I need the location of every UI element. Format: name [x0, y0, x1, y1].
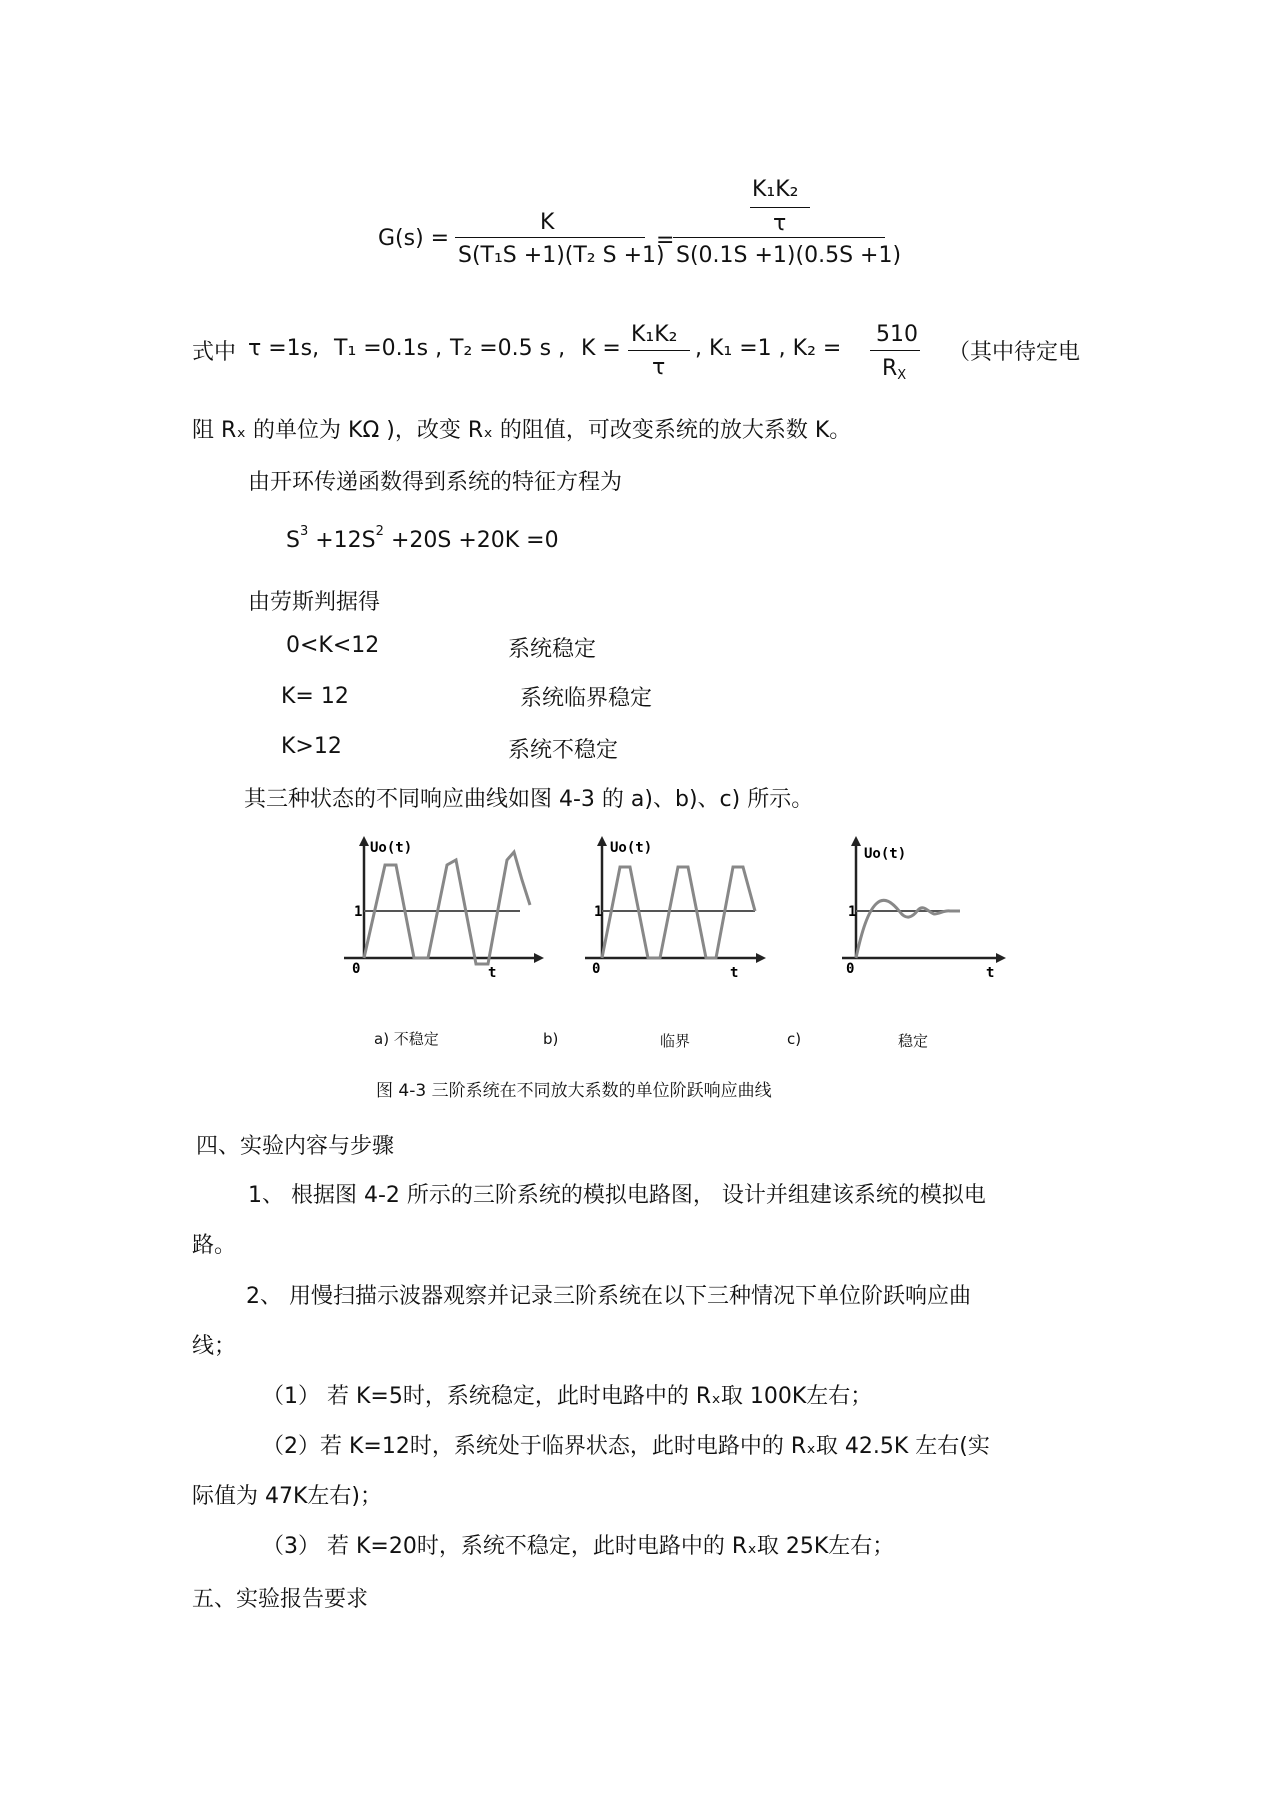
- figure-intro: 其三种状态的不同响应曲线如图 4-3 的 a)、b)、c) 所示。: [244, 787, 814, 812]
- sub-label-b: b): [543, 1030, 559, 1048]
- panel-b-ylabel: Uo(t): [610, 840, 653, 856]
- params-tau: τ =1s,: [248, 336, 320, 361]
- char-eq: $S^3 +12S^2 +20S +20K =0$: [286, 524, 559, 553]
- sub-label-c-text: 稳定: [898, 1032, 929, 1050]
- section-4-heading: 四、实验内容与步骤: [196, 1134, 395, 1159]
- panel-b-one: 1: [594, 904, 603, 920]
- panel-c-stable: [842, 836, 1006, 981]
- routh-result-2: 系统临界稳定: [520, 686, 653, 711]
- panel-a-ylabel: Uo(t): [370, 840, 413, 856]
- gs-den1: S(T₁S +1)(T₂ S +1): [458, 243, 665, 268]
- params-k-num: K₁K₂: [631, 322, 678, 347]
- params-t2: T₂ =0.5 s ,: [450, 336, 566, 361]
- routh-result-1: 系统稳定: [508, 637, 597, 662]
- panel-b-zero: 0: [592, 961, 601, 977]
- rx-line: 阻 Rₓ 的单位为 KΩ )，改变 Rₓ 的阻值，可改变系统的放大系数 K。: [192, 418, 852, 443]
- sub-label-a: a) 不稳定: [374, 1030, 439, 1048]
- step-2-line-2: 线；: [192, 1334, 237, 1359]
- case-3: （3） 若 K=20时，系统不稳定，此时电路中的 Rₓ取 25K左右；: [262, 1534, 895, 1559]
- panel-c-ylabel: Uo(t): [864, 846, 907, 862]
- panel-a-one: 1: [354, 904, 363, 920]
- routh-result-3: 系统不稳定: [508, 738, 619, 763]
- char-intro: 由开环传递函数得到系统的特征方程为: [248, 470, 623, 495]
- step-1-line-1: 1、 根据图 4-2 所示的三阶系统的模拟电路图， 设计并组建该系统的模拟电: [248, 1183, 986, 1208]
- gs-num1: K: [540, 210, 555, 235]
- sub-label-c: c): [787, 1030, 802, 1048]
- params-k1: , K₁ =1 , K₂ =: [695, 336, 842, 361]
- params-k2-num: 510: [876, 322, 918, 347]
- gs-inner-bar: [750, 207, 810, 208]
- gs-den2: S(0.1S +1)(0.5S +1): [676, 243, 902, 268]
- params-k-bar: [628, 350, 690, 351]
- gs-eq2: =: [656, 228, 675, 253]
- case-2-line-2: 际值为 47K左右)；: [192, 1484, 382, 1509]
- panel-a-zero: 0: [352, 961, 361, 977]
- params-k2-bar: [870, 350, 920, 351]
- params-t1: T₁ =0.1s ,: [334, 336, 443, 361]
- figure-caption: 图 4-3 三阶系统在不同放大系数的单位阶跃响应曲线: [376, 1081, 772, 1101]
- case-1: （1） 若 K=5时，系统稳定，此时电路中的 Rₓ取 100K左右；: [262, 1384, 873, 1409]
- params-lead: 式中: [192, 340, 237, 365]
- params-tail: （其中待定电: [948, 340, 1081, 365]
- step-2-line-1: 2、 用慢扫描示波器观察并记录三阶系统在以下三种情况下单位阶跃响应曲: [246, 1284, 971, 1309]
- params-k-eq: K =: [581, 336, 621, 361]
- gs-num2-top: K₁K₂: [752, 177, 799, 202]
- gs-frac2-bar: [673, 237, 885, 238]
- case-2-line-1: （2）若 K=12时，系统处于临界状态，此时电路中的 Rₓ取 42.5K 左右(实: [262, 1434, 990, 1459]
- gs-num2-bottom: τ: [773, 211, 787, 236]
- panel-c-t: t: [986, 965, 995, 981]
- routh-cond-3: K>12: [281, 734, 342, 759]
- panel-a-t: t: [488, 965, 497, 981]
- response-figure: [0, 830, 1275, 1090]
- panel-c-zero: 0: [846, 961, 855, 977]
- panel-c-one: 1: [848, 904, 857, 920]
- section-5-heading: 五、实验报告要求: [192, 1587, 369, 1612]
- gs-lhs: G(s) =: [378, 226, 450, 251]
- params-k2-den: $R_X$: [882, 356, 907, 383]
- panel-b-t: t: [730, 965, 739, 981]
- panel-a-unstable: [344, 836, 544, 981]
- routh-intro: 由劳斯判据得: [248, 590, 381, 615]
- routh-cond-2: K= 12: [281, 684, 349, 709]
- step-1-line-2: 路。: [192, 1233, 237, 1258]
- params-k-den: τ: [652, 355, 666, 380]
- gs-frac1-bar: [455, 237, 645, 238]
- panel-b-critical: [585, 836, 766, 981]
- routh-cond-1: 0<K<12: [286, 633, 380, 658]
- sub-label-b-text: 临界: [660, 1032, 691, 1050]
